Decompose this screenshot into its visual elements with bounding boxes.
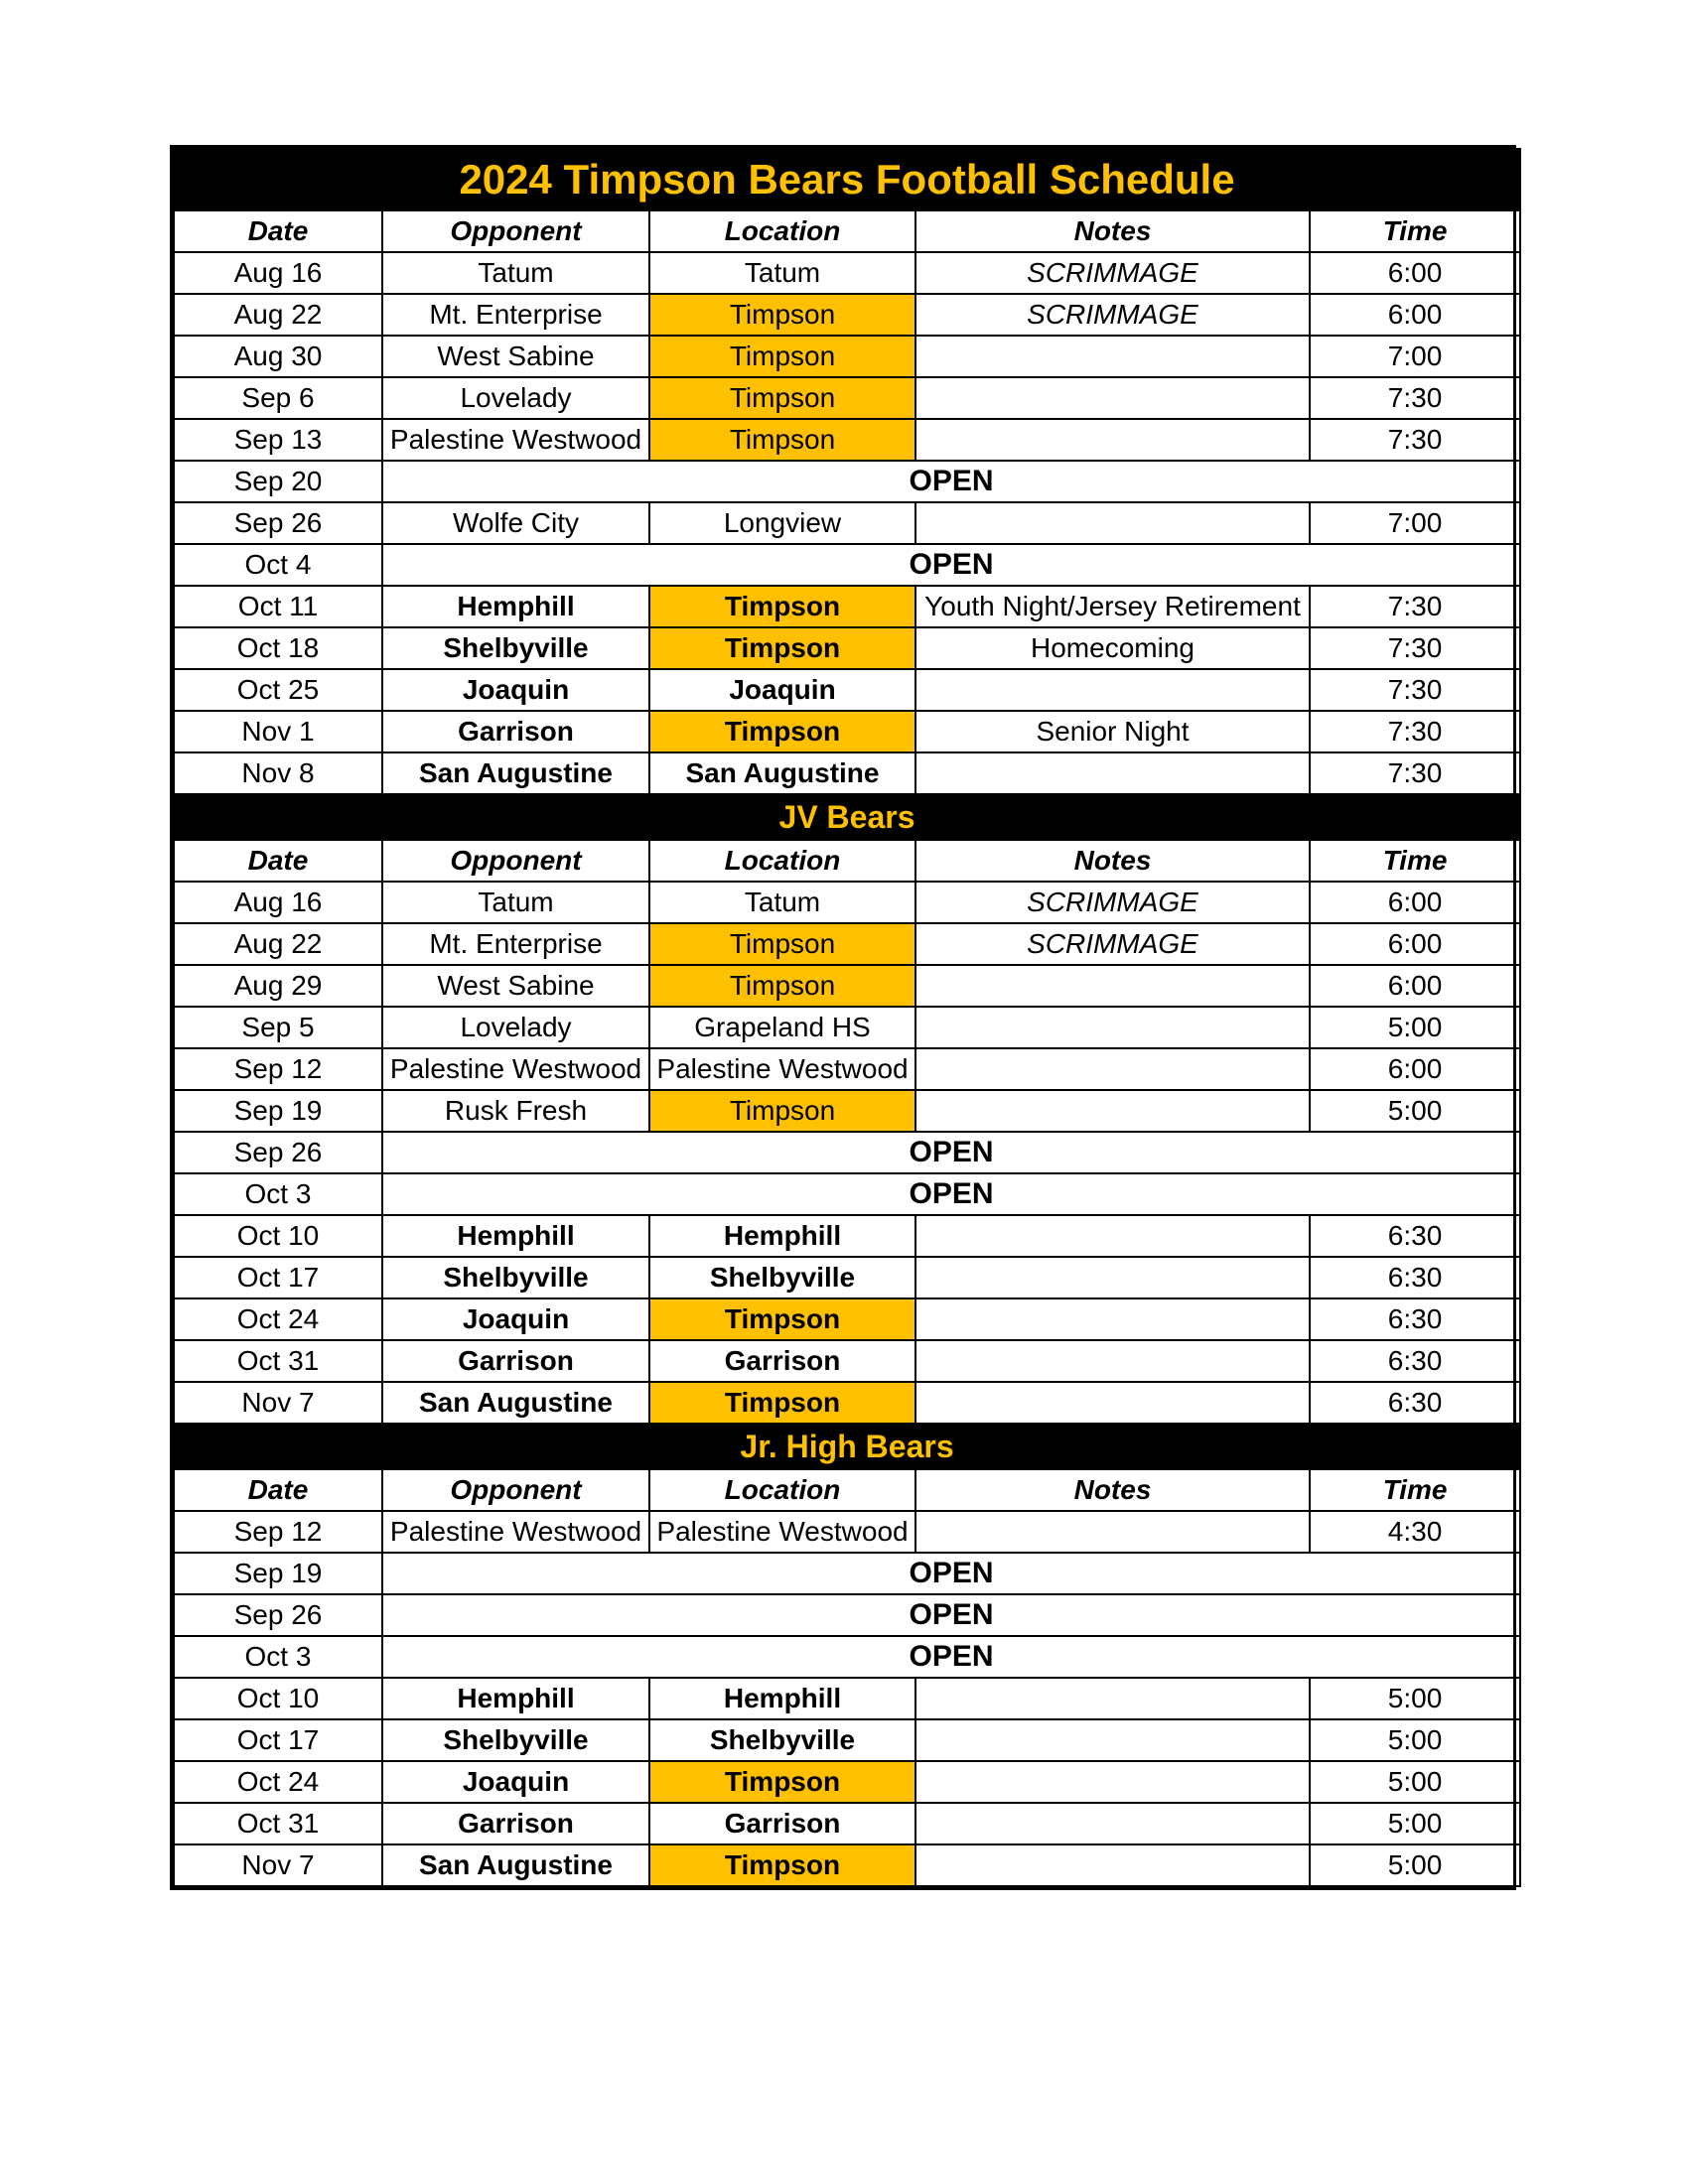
notes-cell — [915, 1761, 1310, 1803]
notes-cell — [915, 419, 1310, 461]
opponent-cell: Garrison — [382, 1803, 649, 1844]
column-header-notes: Notes — [915, 210, 1310, 252]
opponent-cell: Hemphill — [382, 586, 649, 627]
time-cell: 7:30 — [1310, 627, 1520, 669]
date-cell: Nov 7 — [174, 1844, 382, 1886]
time-cell: 4:30 — [1310, 1511, 1520, 1553]
column-header-time: Time — [1310, 840, 1520, 882]
location-cell: Shelbyville — [649, 1257, 915, 1298]
notes-cell — [915, 1340, 1310, 1382]
time-cell: 6:30 — [1310, 1257, 1520, 1298]
section-banner: Jr. High Bears — [174, 1424, 1520, 1469]
time-cell: 5:00 — [1310, 1090, 1520, 1132]
column-header-notes: Notes — [915, 1469, 1310, 1511]
open-week-row — [174, 1636, 1520, 1678]
notes-cell: SCRIMMAGE — [915, 923, 1310, 965]
game-row — [174, 419, 1520, 461]
location-cell: Timpson — [649, 711, 915, 752]
notes-cell — [915, 1719, 1310, 1761]
column-header-time: Time — [1310, 210, 1520, 252]
notes-cell — [915, 965, 1310, 1007]
time-cell: 5:00 — [1310, 1678, 1520, 1719]
location-cell: Timpson — [649, 294, 915, 336]
column-header-date: Date — [174, 210, 382, 252]
opponent-cell: San Augustine — [382, 1844, 649, 1886]
opponent-cell: Mt. Enterprise — [382, 923, 649, 965]
open-label: OPEN — [382, 1553, 1520, 1594]
notes-cell — [915, 669, 1310, 711]
opponent-cell: Lovelady — [382, 1007, 649, 1048]
time-cell: 5:00 — [1310, 1803, 1520, 1844]
game-row — [174, 1215, 1520, 1257]
date-cell: Nov 7 — [174, 1382, 382, 1424]
open-label: OPEN — [382, 1594, 1520, 1636]
time-cell: 7:30 — [1310, 669, 1520, 711]
notes-cell: Youth Night/Jersey Retirement — [915, 586, 1310, 627]
game-row — [174, 882, 1520, 923]
open-week-row — [174, 544, 1520, 586]
game-row — [174, 1048, 1520, 1090]
date-cell: Aug 16 — [174, 882, 382, 923]
game-row — [174, 252, 1520, 294]
schedule-title-row — [174, 149, 1520, 210]
notes-cell — [915, 1382, 1310, 1424]
opponent-cell: West Sabine — [382, 336, 649, 377]
time-cell: 6:00 — [1310, 965, 1520, 1007]
notes-cell — [915, 1007, 1310, 1048]
notes-cell — [915, 1678, 1310, 1719]
location-cell: San Augustine — [649, 752, 915, 794]
location-cell: Timpson — [649, 377, 915, 419]
date-cell: Oct 25 — [174, 669, 382, 711]
column-header-opponent: Opponent — [382, 210, 649, 252]
date-cell: Oct 17 — [174, 1257, 382, 1298]
schedule-table — [173, 148, 1521, 1887]
date-cell: Sep 13 — [174, 419, 382, 461]
time-cell: 7:00 — [1310, 502, 1520, 544]
time-cell: 5:00 — [1310, 1761, 1520, 1803]
game-row — [174, 1298, 1520, 1340]
location-cell: Timpson — [649, 336, 915, 377]
location-cell: Tatum — [649, 252, 915, 294]
time-cell: 7:30 — [1310, 377, 1520, 419]
date-cell: Sep 19 — [174, 1553, 382, 1594]
time-cell: 6:30 — [1310, 1215, 1520, 1257]
opponent-cell: Lovelady — [382, 377, 649, 419]
opponent-cell: Joaquin — [382, 1298, 649, 1340]
date-cell: Aug 29 — [174, 965, 382, 1007]
game-row — [174, 1090, 1520, 1132]
game-row — [174, 1678, 1520, 1719]
game-row — [174, 1719, 1520, 1761]
time-cell: 7:30 — [1310, 711, 1520, 752]
opponent-cell: San Augustine — [382, 1382, 649, 1424]
opponent-cell: Tatum — [382, 252, 649, 294]
opponent-cell: Wolfe City — [382, 502, 649, 544]
game-row — [174, 1511, 1520, 1553]
date-cell: Aug 22 — [174, 294, 382, 336]
time-cell: 7:30 — [1310, 419, 1520, 461]
time-cell: 6:00 — [1310, 294, 1520, 336]
location-cell: Garrison — [649, 1340, 915, 1382]
open-label: OPEN — [382, 544, 1520, 586]
notes-cell — [915, 1048, 1310, 1090]
opponent-cell: Shelbyville — [382, 1257, 649, 1298]
open-week-row — [174, 1594, 1520, 1636]
location-cell: Timpson — [649, 419, 915, 461]
schedule-title: 2024 Timpson Bears Football Schedule — [174, 149, 1520, 210]
game-row — [174, 1382, 1520, 1424]
game-row — [174, 1007, 1520, 1048]
column-header-row — [174, 840, 1520, 882]
date-cell: Nov 1 — [174, 711, 382, 752]
date-cell: Sep 20 — [174, 461, 382, 502]
time-cell: 5:00 — [1310, 1007, 1520, 1048]
section-banner: JV Bears — [174, 794, 1520, 840]
open-week-row — [174, 1553, 1520, 1594]
date-cell: Sep 26 — [174, 1594, 382, 1636]
opponent-cell: Joaquin — [382, 1761, 649, 1803]
date-cell: Sep 12 — [174, 1511, 382, 1553]
game-row — [174, 336, 1520, 377]
column-header-notes: Notes — [915, 840, 1310, 882]
time-cell: 6:00 — [1310, 1048, 1520, 1090]
location-cell: Joaquin — [649, 669, 915, 711]
game-row — [174, 1340, 1520, 1382]
notes-cell: SCRIMMAGE — [915, 882, 1310, 923]
time-cell: 6:30 — [1310, 1340, 1520, 1382]
location-cell: Timpson — [649, 923, 915, 965]
notes-cell — [915, 1257, 1310, 1298]
notes-cell — [915, 336, 1310, 377]
column-header-time: Time — [1310, 1469, 1520, 1511]
time-cell: 6:00 — [1310, 923, 1520, 965]
notes-cell: SCRIMMAGE — [915, 294, 1310, 336]
column-header-location: Location — [649, 1469, 915, 1511]
column-header-date: Date — [174, 840, 382, 882]
location-cell: Hemphill — [649, 1678, 915, 1719]
location-cell: Timpson — [649, 1761, 915, 1803]
open-label: OPEN — [382, 461, 1520, 502]
date-cell: Oct 24 — [174, 1298, 382, 1340]
column-header-row — [174, 210, 1520, 252]
date-cell: Aug 16 — [174, 252, 382, 294]
location-cell: Grapeland HS — [649, 1007, 915, 1048]
date-cell: Sep 6 — [174, 377, 382, 419]
column-header-row — [174, 1469, 1520, 1511]
date-cell: Oct 10 — [174, 1678, 382, 1719]
column-header-opponent: Opponent — [382, 1469, 649, 1511]
game-row — [174, 294, 1520, 336]
open-week-row — [174, 1173, 1520, 1215]
date-cell: Oct 11 — [174, 586, 382, 627]
game-row — [174, 669, 1520, 711]
date-cell: Oct 4 — [174, 544, 382, 586]
time-cell: 6:00 — [1310, 252, 1520, 294]
date-cell: Aug 22 — [174, 923, 382, 965]
notes-cell: Senior Night — [915, 711, 1310, 752]
column-header-date: Date — [174, 1469, 382, 1511]
column-header-opponent: Opponent — [382, 840, 649, 882]
location-cell: Timpson — [649, 627, 915, 669]
date-cell: Sep 5 — [174, 1007, 382, 1048]
column-header-location: Location — [649, 210, 915, 252]
open-week-row — [174, 1132, 1520, 1173]
opponent-cell: Rusk Fresh — [382, 1090, 649, 1132]
opponent-cell: Garrison — [382, 711, 649, 752]
time-cell: 6:00 — [1310, 882, 1520, 923]
location-cell: Tatum — [649, 882, 915, 923]
location-cell: Hemphill — [649, 1215, 915, 1257]
notes-cell — [915, 1511, 1310, 1553]
opponent-cell: Palestine Westwood — [382, 1048, 649, 1090]
date-cell: Sep 26 — [174, 1132, 382, 1173]
opponent-cell: Palestine Westwood — [382, 419, 649, 461]
opponent-cell: Hemphill — [382, 1215, 649, 1257]
opponent-cell: San Augustine — [382, 752, 649, 794]
date-cell: Oct 24 — [174, 1761, 382, 1803]
time-cell: 7:30 — [1310, 586, 1520, 627]
date-cell: Oct 18 — [174, 627, 382, 669]
section-banner-row — [174, 794, 1520, 840]
notes-cell — [915, 502, 1310, 544]
notes-cell — [915, 1298, 1310, 1340]
game-row — [174, 627, 1520, 669]
time-cell: 7:30 — [1310, 752, 1520, 794]
location-cell: Timpson — [649, 586, 915, 627]
column-header-location: Location — [649, 840, 915, 882]
location-cell: Longview — [649, 502, 915, 544]
opponent-cell: Joaquin — [382, 669, 649, 711]
opponent-cell: Garrison — [382, 1340, 649, 1382]
open-week-row — [174, 461, 1520, 502]
date-cell: Oct 3 — [174, 1173, 382, 1215]
opponent-cell: Hemphill — [382, 1678, 649, 1719]
location-cell: Palestine Westwood — [649, 1511, 915, 1553]
time-cell: 5:00 — [1310, 1719, 1520, 1761]
schedule-sheet — [170, 145, 1516, 1890]
game-row — [174, 923, 1520, 965]
opponent-cell: Shelbyville — [382, 627, 649, 669]
opponent-cell: West Sabine — [382, 965, 649, 1007]
notes-cell: SCRIMMAGE — [915, 252, 1310, 294]
date-cell: Sep 19 — [174, 1090, 382, 1132]
notes-cell: Homecoming — [915, 627, 1310, 669]
section-banner-row — [174, 1424, 1520, 1469]
game-row — [174, 1257, 1520, 1298]
location-cell: Timpson — [649, 1382, 915, 1424]
game-row — [174, 502, 1520, 544]
date-cell: Sep 12 — [174, 1048, 382, 1090]
date-cell: Oct 31 — [174, 1340, 382, 1382]
location-cell: Timpson — [649, 965, 915, 1007]
location-cell: Garrison — [649, 1803, 915, 1844]
open-label: OPEN — [382, 1173, 1520, 1215]
opponent-cell: Palestine Westwood — [382, 1511, 649, 1553]
date-cell: Oct 17 — [174, 1719, 382, 1761]
date-cell: Oct 31 — [174, 1803, 382, 1844]
time-cell: 5:00 — [1310, 1844, 1520, 1886]
location-cell: Palestine Westwood — [649, 1048, 915, 1090]
game-row — [174, 752, 1520, 794]
game-row — [174, 1844, 1520, 1886]
notes-cell — [915, 1844, 1310, 1886]
time-cell: 6:30 — [1310, 1298, 1520, 1340]
opponent-cell: Shelbyville — [382, 1719, 649, 1761]
date-cell: Oct 3 — [174, 1636, 382, 1678]
opponent-cell: Tatum — [382, 882, 649, 923]
time-cell: 7:00 — [1310, 336, 1520, 377]
date-cell: Oct 10 — [174, 1215, 382, 1257]
game-row — [174, 711, 1520, 752]
game-row — [174, 965, 1520, 1007]
notes-cell — [915, 752, 1310, 794]
time-cell: 6:30 — [1310, 1382, 1520, 1424]
notes-cell — [915, 1090, 1310, 1132]
notes-cell — [915, 1215, 1310, 1257]
open-label: OPEN — [382, 1132, 1520, 1173]
notes-cell — [915, 1803, 1310, 1844]
game-row — [174, 377, 1520, 419]
open-label: OPEN — [382, 1636, 1520, 1678]
opponent-cell: Mt. Enterprise — [382, 294, 649, 336]
date-cell: Sep 26 — [174, 502, 382, 544]
location-cell: Shelbyville — [649, 1719, 915, 1761]
date-cell: Nov 8 — [174, 752, 382, 794]
game-row — [174, 1761, 1520, 1803]
date-cell: Aug 30 — [174, 336, 382, 377]
location-cell: Timpson — [649, 1844, 915, 1886]
notes-cell — [915, 377, 1310, 419]
game-row — [174, 1803, 1520, 1844]
location-cell: Timpson — [649, 1090, 915, 1132]
location-cell: Timpson — [649, 1298, 915, 1340]
game-row — [174, 586, 1520, 627]
